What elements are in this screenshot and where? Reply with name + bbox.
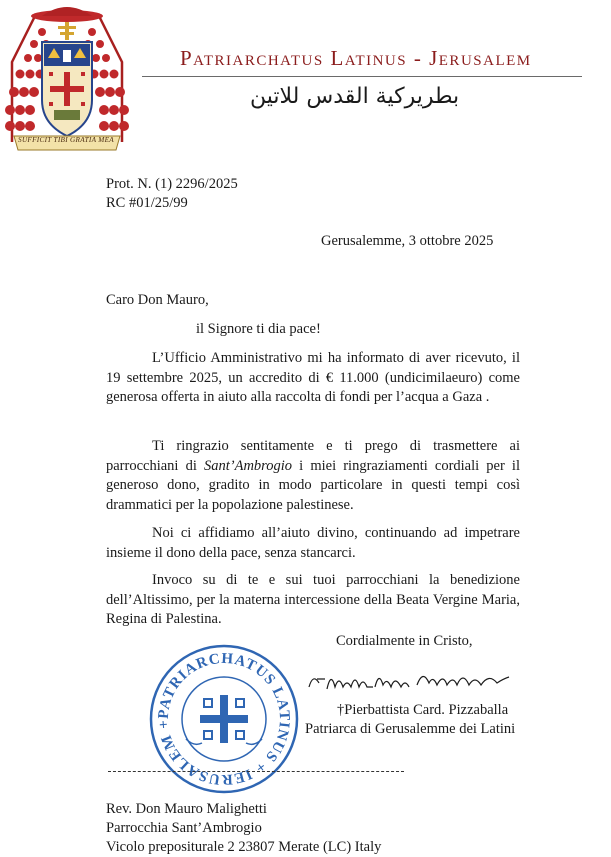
seal-text: PATRIARCHATUS LATINUS + IERUSALEM + xyxy=(155,650,293,788)
signatory-name: †Pierbattista Card. Pizzaballa xyxy=(337,702,509,718)
handwritten-signature xyxy=(305,665,515,697)
letterhead-divider xyxy=(142,76,582,77)
body-paragraph-1: L’Ufficio Amministrativo mi ha informato di aver ricevuto, il 19 settembre 2025, un accredito di € 11.000 (undicimilaeuro) come generosa offerta in aiuto alla raccolta di fondi per l’acqua a Gaza . xyxy=(106,350,520,405)
body-paragraph-4: Invoco su di te e sui tuoi parrocchiani la benedizione dell’Altissimo, per la materna intercessione della Beata Vergine Maria, Regina di Palestina. xyxy=(106,572,520,627)
protocol-number: Prot. N. (1) 2296/2025 xyxy=(106,176,238,192)
rc-number: RC #01/25/99 xyxy=(106,195,188,211)
p2-text-before: Ti ringrazio sentitamente e ti prego di trasmettere ai parrocchiani di xyxy=(106,438,520,474)
recipient-parish: Parrocchia Sant’Ambrogio xyxy=(106,820,262,836)
recipient-divider xyxy=(108,771,404,772)
p2-text-after: i miei ringraziamenti cordiali per il generoso dono, gradito in modo particolare in questi tempi così drammatici per la popolazione palestinese. xyxy=(106,457,520,513)
body-paragraph-2 xyxy=(106,437,520,515)
place-date: Gerusalemme, 3 ottobre 2025 xyxy=(321,233,494,249)
crest-motto: SUFFICIT TIBI GRATIA MEA xyxy=(18,136,114,144)
letterhead-title: Patriarchatus Latinus - Jerusalem xyxy=(180,46,532,70)
recipient-address: Vicolo prepositurale 2 23807 Merate (LC) Italy xyxy=(106,839,382,855)
patriarchate-seal-stamp xyxy=(148,643,300,795)
closing: Cordialmente in Cristo, xyxy=(336,633,473,649)
greeting: Caro Don Mauro, xyxy=(106,292,209,308)
body-paragraph-3: Noi ci affidiamo all’aiuto divino, continuando ad impetrare insieme il dono della pace, senza stancarci. xyxy=(106,525,520,561)
parish-name-italic: Sant’Ambrogio xyxy=(203,457,293,474)
signatory-title: Patriarca di Gerusalemme dei Latini xyxy=(305,721,516,737)
recipient-name: Rev. Don Mauro Malighetti xyxy=(106,801,267,817)
blessing: il Signore ti dia pace! xyxy=(196,321,321,337)
letterhead-arabic-title: بطريركية القدس للاتين xyxy=(250,84,460,109)
